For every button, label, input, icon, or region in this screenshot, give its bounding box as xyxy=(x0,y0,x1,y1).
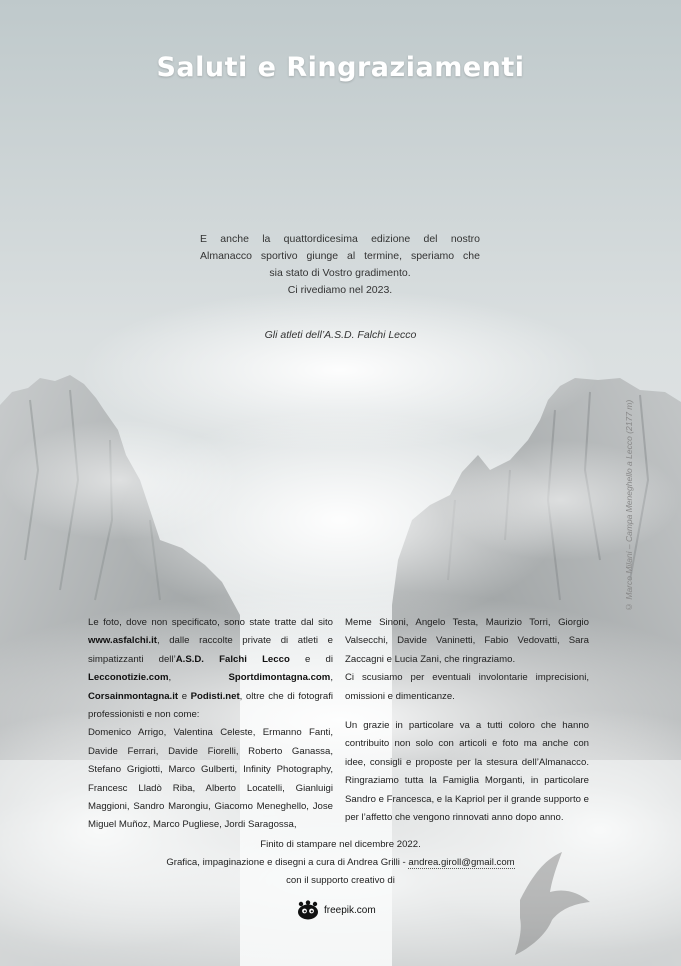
print-date: Finito di stampare nel dicembre 2022. xyxy=(260,839,421,850)
text-run: e xyxy=(178,690,191,702)
site-link[interactable]: Lecconotizie.com xyxy=(88,672,169,684)
site-link[interactable]: Sportdimontagna.com xyxy=(228,672,331,684)
photo-sources-paragraph xyxy=(88,614,333,724)
left-column xyxy=(88,614,333,835)
text-run: , xyxy=(330,672,333,684)
apology-paragraph: Ci scusiamo per eventuali involontarie imprecisioni, omissioni e dimenticanze. xyxy=(345,672,589,702)
intro-line: Almanacco sportivo giunge al termine, speriamo che xyxy=(200,250,480,262)
photographers-list-continued: Meme Sinoni, Angelo Testa, Maurizio Torri, Giorgio Valsecchi, Davide Vaninetti, Fabio Vedovatti, Sara Zaccagni e Lucia Zani, che ringraziamo. xyxy=(345,617,589,665)
text-run: , oltre che di fotografi professionisti e non come: xyxy=(88,690,333,721)
freepik-logo-text: freepik.com xyxy=(324,904,376,916)
support-text: con il supporto creativo di xyxy=(286,875,395,886)
freepik-logo[interactable] xyxy=(296,899,376,921)
intro-line: E anche la quattordicesima edizione del nostro xyxy=(200,233,480,245)
site-link[interactable]: www.asfalchi.it xyxy=(88,635,157,647)
text-run: e di xyxy=(289,653,333,665)
photo-credit: © Marco Milani – Campa Meneghello a Lecco (2177 m) xyxy=(624,399,634,612)
intro-paragraph xyxy=(200,231,480,299)
freepik-logo-icon xyxy=(296,900,320,920)
site-link[interactable]: Podisti.net xyxy=(190,690,240,702)
text-run: Le foto, dove non specificato, sono state tratte dal sito xyxy=(88,617,333,628)
page-title: Saluti e Ringraziamenti xyxy=(156,52,525,83)
thanks-paragraph: Un grazie in particolare va a tutti coloro che hanno contribuito non solo con articoli e foto ma anche con idee, consigli e proposte per la stesura dell’Almanacco. Ringraziamo tutta la Famiglia Morganti, in particolare Sandro e Francesca, e la Kapriol per il grande supporto e per l’affetto che vengono rinnovati anno dopo anno. xyxy=(345,720,589,824)
text-run: , xyxy=(168,672,229,684)
graphics-text: Grafica, impaginazione e disegni a cura di Andrea Grilli - xyxy=(166,857,409,868)
photographers-list: Domenico Arrigo, Valentina Celeste, Ermanno Fanti, Davide Ferrari, Davide Fiorelli, Roberto Ganassa, Stefano Grigiotti, Marco Gulberti, Infinity Photography, Francesc Lladò Riba, Alberto Locatelli, Gianluigi Maggioni, Sandro Marongiu, Giacomo Meneghello, Jose Miguel Muñoz, Marco Pugliese, Jordi Saragossa, xyxy=(88,727,333,831)
intro-line: sia stato di Vostro gradimento. xyxy=(269,267,411,279)
right-column xyxy=(345,614,589,827)
site-link[interactable]: Corsainmontagna.it xyxy=(88,690,179,702)
text-run: , dalle raccolte private di atleti e simpatizzanti dell’ xyxy=(88,635,333,665)
graphics-credit xyxy=(0,857,681,868)
email-link[interactable]: andrea.giroll@gmail.com xyxy=(408,857,515,868)
intro-line: Ci rivediamo nel 2023. xyxy=(287,284,393,296)
signature: Gli atleti dell’A.S.D. Falchi Lecco xyxy=(264,329,417,341)
club-name: A.S.D. Falchi Lecco xyxy=(175,653,290,665)
